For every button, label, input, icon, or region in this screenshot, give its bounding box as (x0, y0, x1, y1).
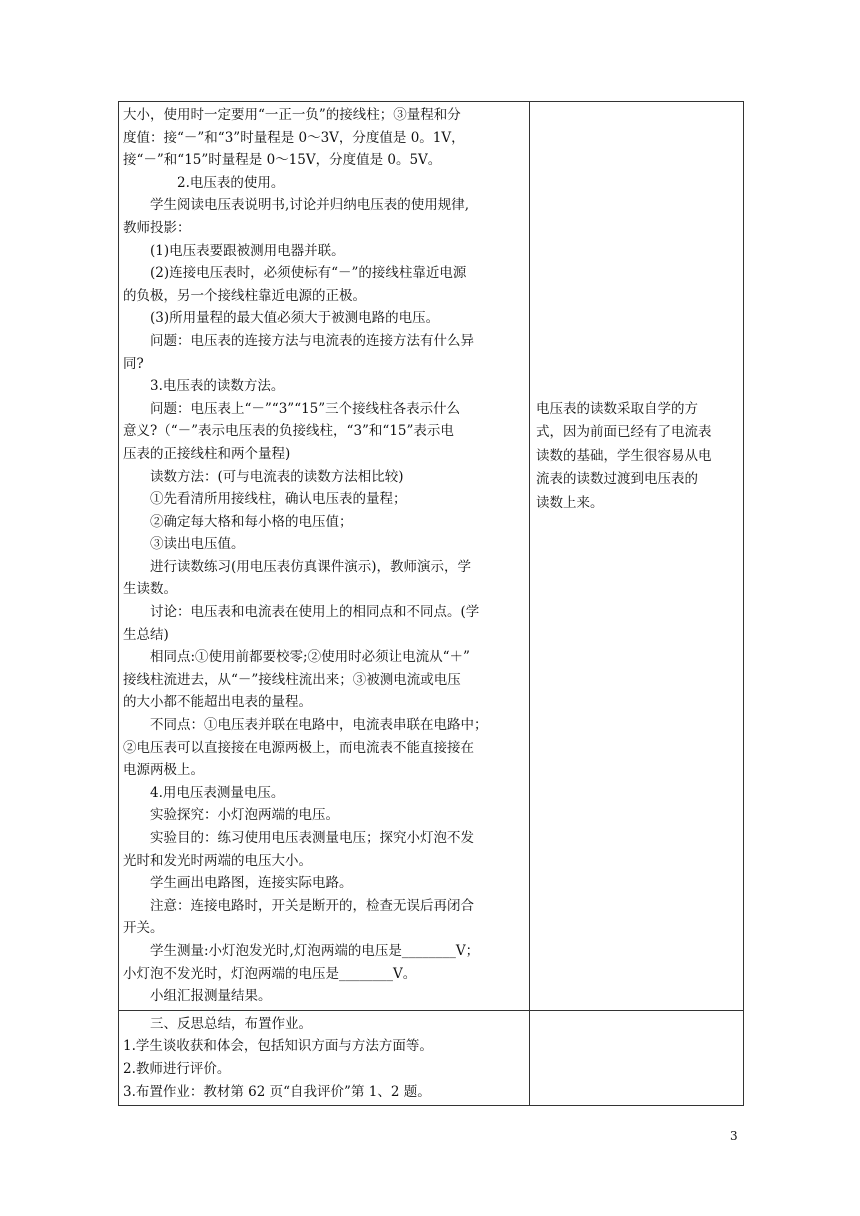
text-line: 注意：连接电路时，开关是断开的，检查无误后再闭合 (123, 897, 474, 914)
design-note-cell (530, 102, 744, 1011)
text-line: 度值：接“－”和“3”时量程是 0～3V，分度值是 0。1V， (123, 129, 465, 146)
text-line: (1)电压表要跟被测用电器并联。 (123, 242, 345, 259)
text-line: 学生阅读电压表说明书,讨论并归纳电压表的使用规律, (123, 197, 470, 214)
text-line: 进行读数练习(用电压表仿真课件演示)，教师演示，学 (123, 558, 472, 575)
text-line: 小组汇报测量结果。 (123, 988, 272, 1005)
text-line: 电源两极上。 (123, 762, 204, 779)
design-note-text (536, 102, 737, 515)
text-line: ③读出电压值。 (123, 536, 245, 553)
note-line: 式，因为前面已经有了电流表 (536, 424, 712, 441)
text-line: 开关。 (123, 920, 164, 937)
summary-note-cell (530, 1010, 744, 1105)
process-text (119, 102, 529, 1010)
table-row (119, 1010, 744, 1105)
note-line: 读数的基础，学生很容易从电 (536, 447, 712, 464)
text-line: 生读数。 (123, 581, 177, 598)
text-line: 讨论：电压表和电流表在使用上的相同点和不同点。(学 (123, 604, 480, 621)
summary-cell (119, 1010, 530, 1105)
summary-line: 1.学生谈收获和体会，包括知识方面与方法方面等。 (123, 1038, 433, 1055)
table-row (119, 102, 744, 1011)
text-line: 学生测量:小灯泡发光时,灯泡两端的电压是________V； (123, 942, 480, 959)
text-line: 相同点:①使用前都要校零;②使用时必须让电流从“＋” (123, 649, 470, 666)
summary-line: 3.布置作业：教材第 62 页“自我评价”第 1、2 题。 (123, 1083, 431, 1100)
text-line: 接“－”和“15”时量程是 0～15V，分度值是 0。5V。 (123, 152, 442, 169)
text-line: 生总结) (123, 626, 169, 643)
text-line: 同? (123, 355, 144, 372)
process-cell (119, 102, 530, 1011)
text-line: 教师投影： (123, 219, 191, 236)
text-line: 小灯泡不发光时，灯泡两端的电压是________V。 (123, 965, 417, 982)
summary-text (119, 1011, 529, 1105)
text-line: 3.电压表的读数方法。 (123, 378, 285, 395)
note-line: 读数上来。 (536, 494, 604, 511)
text-line: 不同点：①电压表并联在电路中，电流表串联在电路中； (123, 717, 488, 734)
text-line: 实验目的：练习使用电压表测量电压；探究小灯泡不发 (123, 830, 474, 846)
text-line: 读数方法：(可与电流表的读数方法相比较) (123, 468, 404, 485)
text-line: 学生画出电路图，连接实际电路。 (123, 875, 353, 892)
text-line: 问题：电压表上“－”“3”“15”三个接线柱各表示什么 (123, 400, 461, 417)
text-line: 的大小都不能超出电表的量程。 (123, 694, 312, 711)
text-line: 问题：电压表的连接方法与电流表的连接方法有什么异 (123, 332, 474, 349)
text-line: 实验探究：小灯泡两端的电压。 (123, 807, 339, 824)
text-line: ②确定每大格和每小格的电压值； (123, 513, 353, 530)
text-line: (3)所用量程的最大值必须大于被测电路的电压。 (123, 310, 440, 327)
note-line: 流表的读数过渡到电压表的 (536, 471, 698, 488)
note-line: 电压表的读数采取自学的方 (536, 401, 698, 417)
page-number: 3 (730, 1129, 738, 1143)
summary-line: 2.教师进行评价。 (123, 1060, 231, 1077)
text-line: ②电压表可以直接接在电源两极上，而电流表不能直接接在 (123, 739, 474, 756)
text-line: ①先看清所用接线柱，确认电压表的量程； (123, 491, 407, 508)
text-line: 2.电压表的使用。 (123, 174, 285, 191)
text-line: 光时和发光时两端的电压大小。 (123, 852, 312, 869)
text-line: 压表的正接线柱和两个量程) (123, 445, 291, 462)
summary-line: 三、反思总结，布置作业。 (123, 1015, 312, 1032)
text-line: (2)连接电压表时，必须使标有“－”的接线柱靠近电源 (123, 265, 467, 282)
text-line: 大小，使用时一定要用“一正一负”的接线柱；③量程和分 (123, 107, 461, 123)
lesson-plan-table (118, 101, 744, 1106)
text-line: 接线柱流进去，从“－”接线柱流出来；③被测电流或电压 (123, 671, 461, 688)
text-line: 4.用电压表测量电压。 (123, 784, 285, 801)
text-line: 的负极，另一个接线柱靠近电源的正极。 (123, 287, 366, 304)
text-line: 意义?（“－”表示电压表的负接线柱，“3”和“15”表示电 (123, 423, 454, 440)
